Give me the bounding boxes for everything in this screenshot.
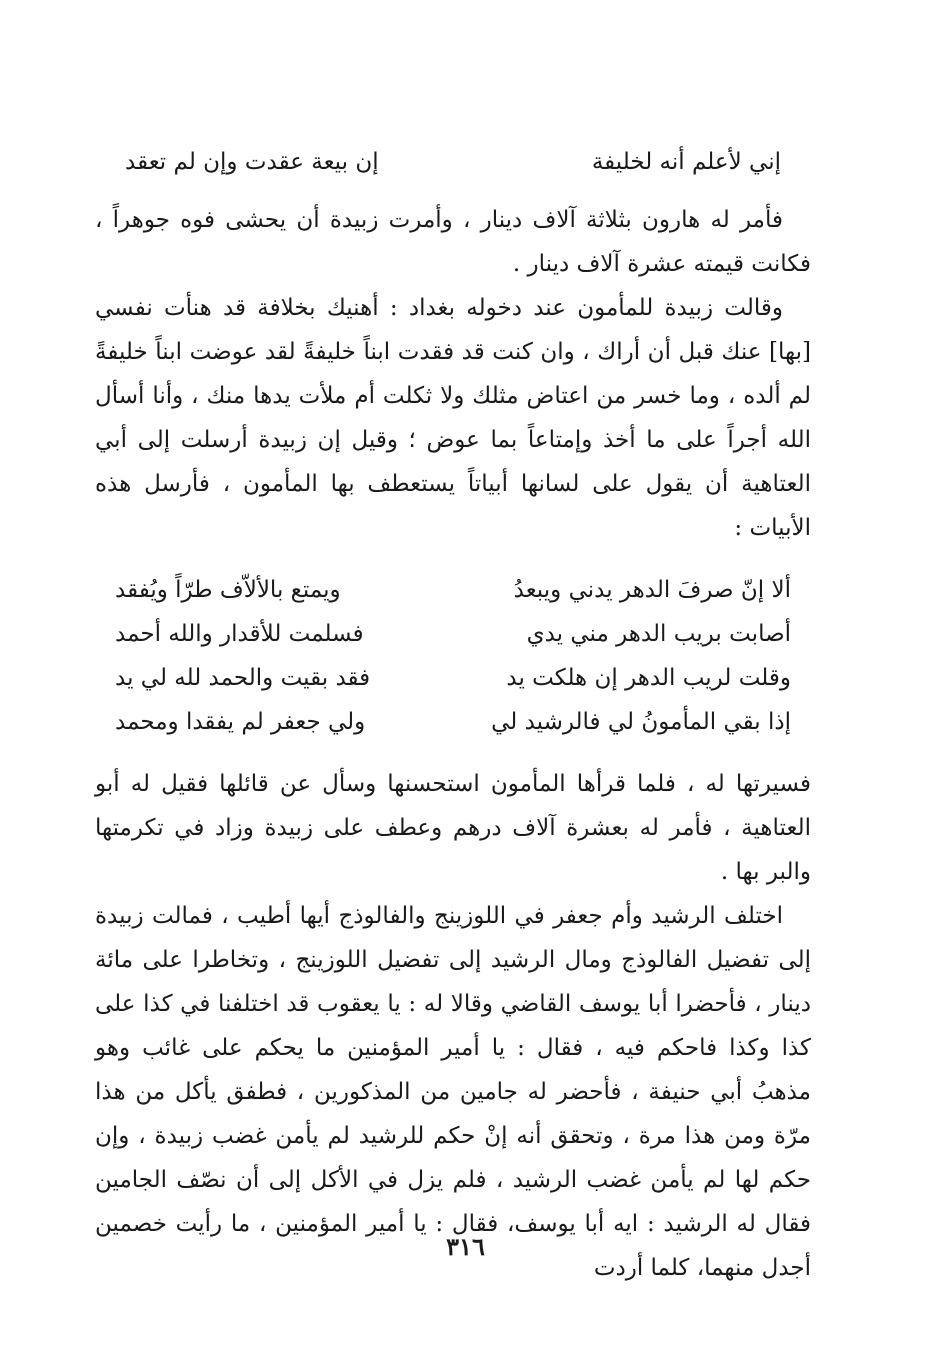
top-verse	[95, 140, 811, 184]
poem-first-hemistich: وقلت لريب الدهر إن هلكت يد	[506, 665, 791, 691]
page-body	[95, 140, 811, 1290]
top-verse-second-hemistich: إن بيعة عقدت وإن لم تعقد	[125, 149, 379, 175]
paragraph-zubaida-mamun: وقالت زبيدة للمأمون عند دخوله بغداد : أهنيك بخلافة قد هنأت نفسي [بها] عنك قبل أن أراك ، وان كنت قد فقدت ابناً خليفةً لقد عوضت ابناً خليفةً لم ألده ، وما خسر من اعتاض مثلك ولا ثكلت أم ملأت يدها منك ، وأنا أسأل الله أجراً على ما أخذ وإمتاعاً بما عوض ؛ وقيل إن زبيدة أرسلت إلى أبي العتاهية أن يقول على لسانها أبياتاً يستعطف بها المأمون ، فأرسل هذه الأبيات :	[95, 295, 811, 541]
paragraph-reward: فأمر له هارون بثلاثة آلاف دينار ، وأمرت زبيدة أن يحشى فوه جوهراً ، فكانت قيمته عشرة آلاف دينار .	[95, 207, 811, 277]
poem-verse	[115, 612, 791, 656]
poem-first-hemistich: أصابت بريب الدهر مني يدي	[526, 621, 791, 647]
poem-second-hemistich: فقد بقيت والحمد لله لي يد	[115, 665, 371, 691]
poem	[95, 568, 811, 744]
poem-second-hemistich: ويمتع بالألاّف طرّاً ويُفقد	[115, 577, 341, 603]
poem-first-hemistich: إذا بقي المأمونُ لي فالرشيد لي	[491, 709, 791, 735]
paragraph-abu-yusuf: اختلف الرشيد وأم جعفر في اللوزينج والفالوذج أيها أطيب ، فمالت زبيدة إلى تفضيل الفالوذج ومال الرشيد إلى تفضيل اللوزينج ، وتخاطرا على مائة دينار ، فأحضرا أبا يوسف القاضي وقالا له : يا يعقوب قد اختلفنا في كذا على كذا وكذا فاحكم فيه ، فقال : يا أمير المؤمنين ما يحكم على غائب وهو مذهبُ أبي حنيفة ، فأحضر له جامين من المذكورين ، فطفق يأكل من هذا مرّة ومن هذا مرة ، وتحقق أنه إنْ حكم للرشيد لم يأمن غضب زبيدة ، وإن حكم لها لم يأمن غضب الرشيد ، فلم يزل في الأكل إلى أن نصّف الجامين فقال له الرشيد : ايه أبا يوسف، فقال : يا أمير المؤمنين ، ما رأيت خصمين أجدل منهما، كلما أردت	[95, 903, 811, 1281]
paragraph-mamun-response: فسيرتها له ، فلما قرأها المأمون استحسنها وسأل عن قائلها فقيل له أبو العتاهية ، فأمر له بعشرة آلاف درهم وعطف على زبيدة وزاد في تكرمتها والبر بها .	[95, 771, 811, 885]
page-number: ٣١٦	[446, 1232, 485, 1261]
poem-first-hemistich: ألا إنّ صرفَ الدهر يدني ويبعدُ	[513, 577, 791, 603]
poem-verse	[115, 700, 791, 744]
poem-verse	[115, 656, 791, 700]
poem-second-hemistich: ولي جعفر لم يفقدا ومحمد	[115, 709, 366, 735]
top-verse-first-hemistich: إني لأعلم أنه لخليفة	[591, 149, 781, 175]
poem-verse	[115, 568, 791, 612]
poem-second-hemistich: فسلمت للأقدار والله أحمد	[115, 621, 364, 647]
